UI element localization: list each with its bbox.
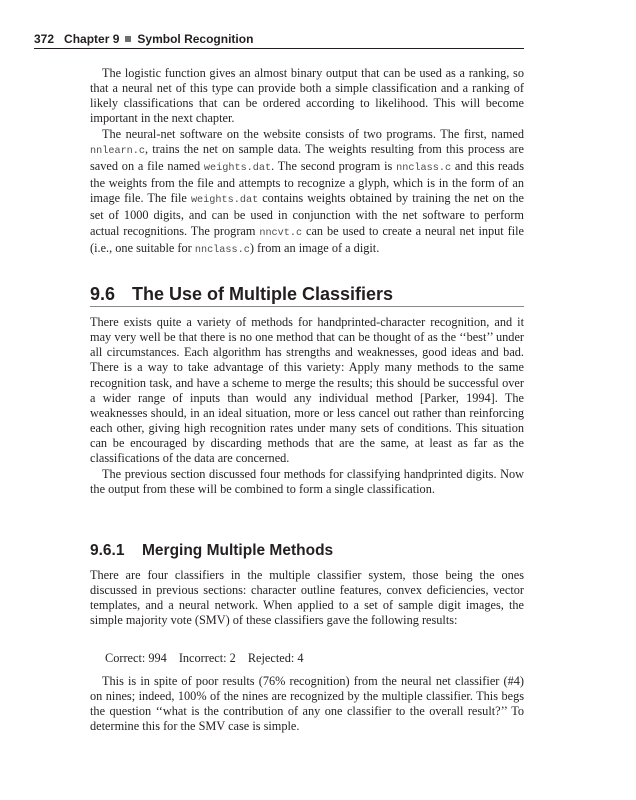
paragraph-spite: This is in spite of poor results (76% recognition) from the neural net classifier (#4) on nines; indeed, 100% of the nines are recognized by the multiple classifier. This begs the question ‘‘what is the contribution of any one classifier to the overall result?’’ To determine this for the SMV case is simple.: [90, 674, 524, 734]
section-heading: [90, 283, 524, 305]
paragraph-software: [90, 127, 524, 258]
result-incorrect: Incorrect: 2: [178, 651, 236, 665]
subsection-title: Merging Multiple Methods: [142, 542, 334, 559]
code-nnlearn: nnlearn.c: [90, 145, 146, 157]
code-weights-file: weights.dat: [203, 162, 272, 174]
text-run: and this reads the weights from the file and attempts to recognize a glyph, which is in the form of an image file. The file: [90, 158, 524, 206]
closing-text: [90, 674, 524, 735]
section-number: 9.6: [90, 284, 116, 304]
subsection-heading: [90, 541, 524, 561]
square-bullet-icon: [125, 36, 131, 42]
text-run: , trains the net on sample data. The weights resulting from this process are saved on a file named: [90, 141, 524, 173]
section-rule: [90, 306, 524, 307]
text-run: . The second program is: [271, 158, 397, 173]
code-nncvt: nncvt.c: [259, 227, 303, 239]
code-nnclass: nnclass.c: [396, 162, 452, 174]
paragraph-logistic: The logistic function gives an almost binary output that can be used as a ranking, so that a neural net of this type can provide both a simple classification and a ranking of likely classifications that can be ordered according to likelihood. This will become important in the next chapter.: [90, 66, 524, 126]
text-run: contains weights obtained by training the net on the set of 1000 digits, and can be used in conjunction with the net software to perform actual recognitions. The program: [90, 191, 524, 238]
chapter-label: Chapter 9: [64, 32, 120, 46]
code-nnclass: nnclass.c: [194, 244, 250, 256]
result-rejected: Rejected: 4: [247, 651, 304, 665]
header-rule: [34, 48, 524, 49]
intro-text: [90, 66, 524, 258]
result-correct: Correct: 994: [105, 651, 167, 665]
code-weights-file: weights.dat: [190, 195, 259, 207]
text-run: The neural-net software on the website consists of two programs. The first, named: [102, 126, 524, 141]
section-text: [90, 315, 524, 497]
paragraph-classifiers: There are four classifiers in the multiple classifier system, those being the ones discussed in previous sections: character outline features, convex deficiencies, vector templates, and a neural network. When applied to a set of sample digit images, the simple majority vote (SMV) of these classifiers gave the following results:: [90, 568, 524, 628]
text-run: can be used to create a neural net input file (i.e., one suitable for: [90, 223, 524, 255]
text-run: ) from an image of a digit.: [249, 240, 380, 255]
running-header: [34, 30, 524, 48]
paragraph-variety: There exists quite a variety of methods for handprinted-character recognition, and it may very well be that there is no one method that can be thought of as the ‘‘best’’ under all circumstances. Each algorithm has strengths and weaknesses, good ideas and bad. There is a way to take advantage of this variety: Apply many methods to the same recognition task, and have a scheme to merge the results; this should be successful over a wider range of inputs than would any individual method [Parker, 1994]. The weaknesses should, in an ideal situation, more or less cancel out rather than reinforcing each other, giving high recognition rates under many sets of conditions. This situation can be encouraged by discarding methods that are the same, at least as far as the classifications of the data are concerned.: [90, 315, 524, 466]
section-title: The Use of Multiple Classifiers: [132, 284, 394, 304]
subsection-number: 9.6.1: [90, 542, 125, 559]
results-line: [105, 651, 315, 666]
paragraph-previous: The previous section discussed four methods for classifying handprinted digits. Now the output from these will be combined to form a single classification.: [90, 466, 524, 496]
subsection-text: [90, 568, 524, 629]
chapter-title: Symbol Recognition: [137, 32, 254, 46]
page-number: 372: [34, 32, 55, 46]
